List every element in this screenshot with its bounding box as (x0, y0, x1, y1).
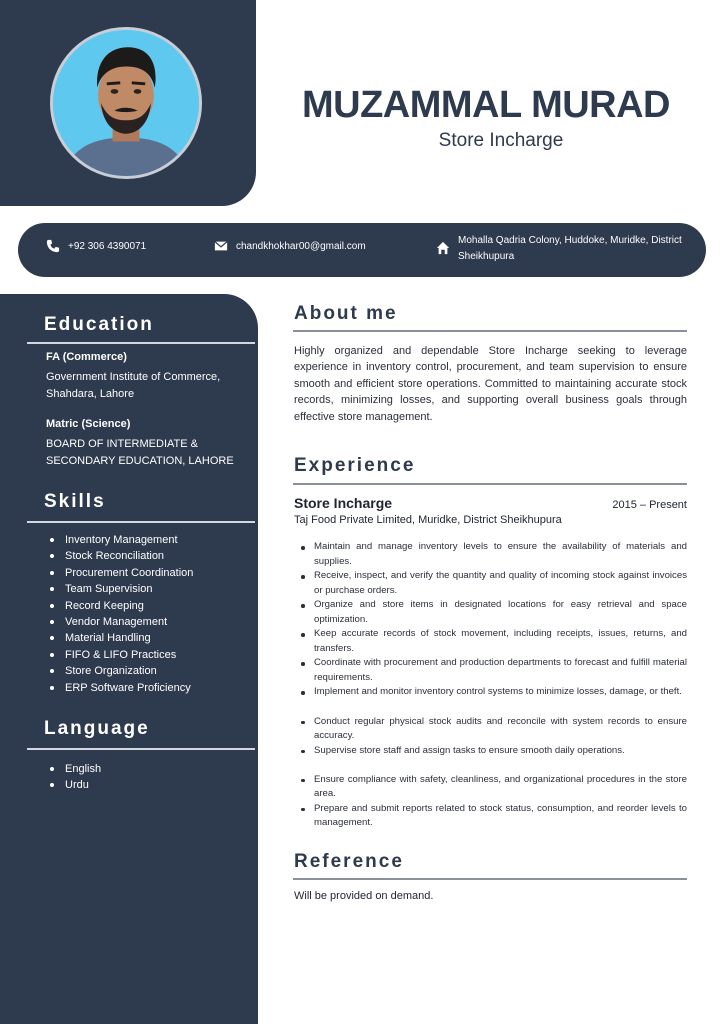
contact-bar (18, 223, 706, 277)
duty-item: Implement and monitor inventory control systems to minimize losses, damage, or theft. (300, 685, 687, 714)
skill-item: Procurement Coordination (50, 565, 193, 581)
job-dates: 2015 – Present (612, 499, 687, 511)
skill-item: Record Keeping (50, 598, 193, 614)
address-text: Mohalla Qadria Colony, Huddoke, Muridke, District Sheikhupura (458, 235, 682, 262)
duty-item: Receive, inspect, and verify the quantity and quality of incoming stock against invoices or purchase orders. (300, 569, 687, 598)
language-heading: Language (44, 718, 150, 739)
language-list (50, 761, 101, 794)
education-degree: Matric (Science) (46, 418, 131, 430)
contact-address (436, 233, 686, 265)
education-degree: FA (Commerce) (46, 351, 127, 363)
job-company: Taj Food Private Limited, Muridke, District Sheikhupura (294, 514, 562, 526)
skill-item: ERP Software Proficiency (50, 680, 193, 696)
skill-item: Stock Reconciliation (50, 548, 193, 564)
duty-item: Conduct regular physical stock audits and reconcile with system records to ensure accuracy. (300, 715, 687, 744)
experience-heading: Experience (294, 455, 416, 476)
education-institute: BOARD OF INTERMEDIATE & SECONDARY EDUCATION, LAHORE (46, 438, 234, 467)
phone-icon (46, 239, 60, 253)
duty-item: Prepare and submit reports related to stock status, consumption, and reorder levels to management. (300, 802, 687, 831)
skills-heading: Skills (44, 491, 106, 512)
skill-item: FIFO & LIFO Practices (50, 647, 193, 663)
duty-item: Supervise store staff and assign tasks to ensure smooth daily operations. (300, 744, 687, 773)
language-item: English (50, 761, 101, 777)
reference-divider (293, 878, 687, 880)
home-icon (436, 241, 450, 255)
language-item: Urdu (50, 777, 101, 793)
reference-text: Will be provided on demand. (294, 890, 434, 902)
duty-item: Coordinate with procurement and production departments to forecast and fulfill material requirements. (300, 656, 687, 685)
education-divider (27, 342, 255, 344)
contact-phone (46, 239, 146, 255)
job-title: Store Incharge (294, 495, 393, 511)
skill-item: Team Supervision (50, 581, 193, 597)
photo-panel (0, 0, 256, 206)
candidate-role: Store Incharge (438, 130, 564, 151)
mail-icon (214, 239, 228, 253)
contact-email (214, 239, 366, 255)
skills-divider (27, 521, 255, 523)
language-divider (27, 748, 255, 750)
reference-heading: Reference (294, 851, 404, 872)
skill-item: Material Handling (50, 630, 193, 646)
skill-item: Inventory Management (50, 532, 193, 548)
about-text: Highly organized and dependable Store Incharge seeking to leverage experience in inventory control, procurement, and team supervision to ensure smooth and efficient store operations. Committed to maintaining accurate stock records, minimizing losses, and supporting overall business goals through effective store management. (294, 345, 687, 423)
skill-item: Store Organization (50, 663, 193, 679)
duty-item: Maintain and manage inventory levels to ensure the availability of materials and supplies. (300, 540, 687, 569)
avatar-illustration (53, 30, 199, 176)
profile-photo (50, 27, 202, 179)
education-institute: Government Institute of Commerce, Shahdara, Lahore (46, 371, 221, 400)
education-heading: Education (44, 314, 154, 335)
about-divider (293, 330, 687, 332)
skills-list (50, 532, 193, 696)
duty-item: Organize and store items in designated locations for easy retrieval and space optimization. (300, 598, 687, 627)
sidebar (0, 294, 258, 1024)
candidate-name: MUZAMMAL MURAD (301, 84, 670, 126)
about-heading: About me (294, 303, 398, 324)
phone-text: +92 306 4390071 (68, 241, 147, 252)
experience-divider (293, 483, 687, 485)
duty-item: Keep accurate records of stock movement, including receipts, issues, returns, and transfers. (300, 627, 687, 656)
skill-item: Vendor Management (50, 614, 193, 630)
duties-list (300, 540, 687, 831)
email-text: chandkhokhar00@gmail.com (236, 241, 366, 252)
duty-item: Ensure compliance with safety, cleanliness, and organizational procedures in the store area. (300, 773, 687, 802)
